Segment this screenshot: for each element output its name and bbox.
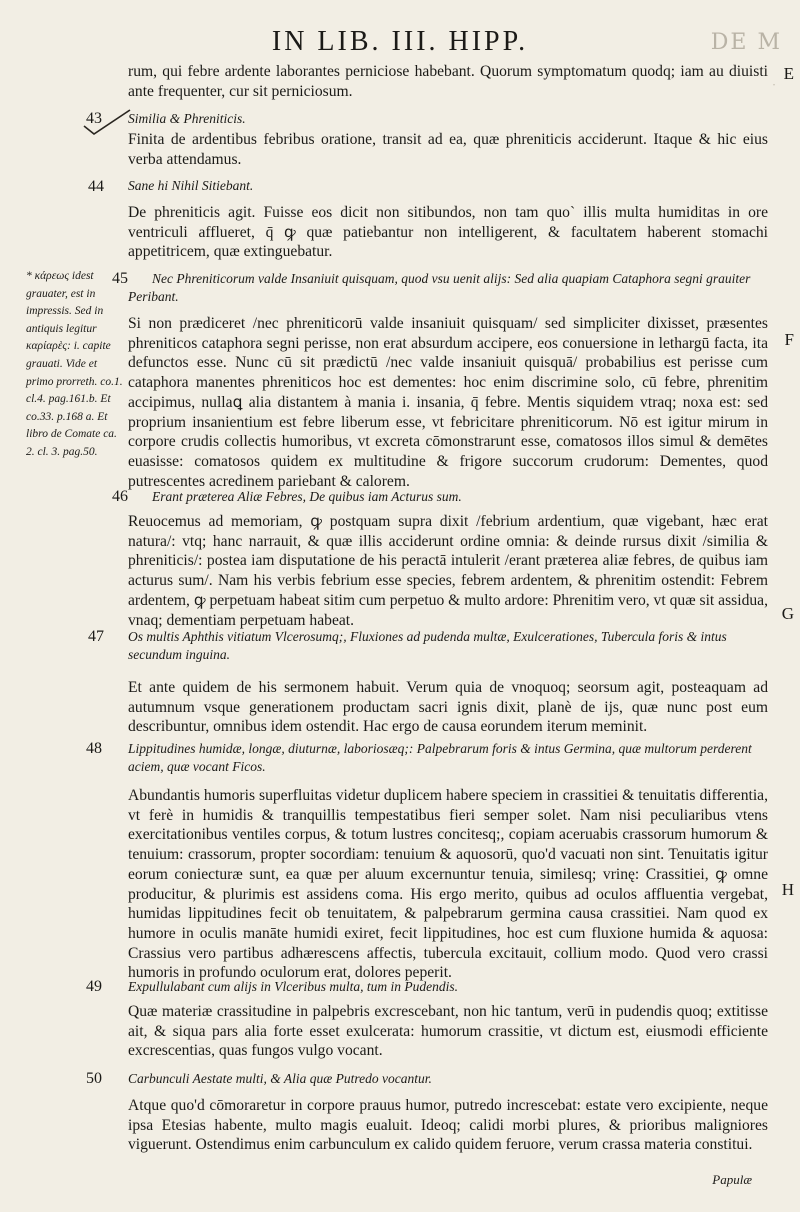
section-text: Abundantis humoris superfluitas videtur duplicem habere speciem in crassitiei & tenuitatis differentia, vt ferè in humidis & tranquillis tempestatibus fieri semper solet. Nam nisi peculiaribus vtens exercitationibus ventiles corpus, & totum lustres concitesq;, copiam aceruabis crassorum humorum & tenuium: crassorum, propter socordiam: tenuium & aquosorū, quo'd vacuati non sint. Tenuitatis igitur eorum coniecturæ sunt, ea quæ per aluum excernuntur tenuia, similesq; vrinę: Crassitiei, ꝙ omne producitur, & plurimis est assidens coma. His ergo merito, quibus ad oculos affluentia vergebat, humidas lippitudines fecit ob tenuitatem, & palpebrarum germina causa crassitiei. Nam quod ex humore in oculis manāte humidi exiret, fecit lippitudines, hoc est cum fluxione humida & aquosa: Crassius vero partibus adhærescens affectis, tubercula excitauit, collium modo. Quod vero crassi humoris in profundo oculorum erat, dolores peperit.: [128, 787, 768, 982]
section-lemma: Lippitudines humidæ, longæ, diuturnæ, laboriosæq;: Palpebrarum foris & intus Germina, quæ multorum perderent aciem, quæ vocant Ficos.: [128, 741, 752, 774]
intro-paragraph: rum, qui febre ardente laborantes perniciose habebant. Quorum symptomatum quodq; iam au diuisti ante frequenter, cur sit perniciosum.: [128, 63, 768, 100]
section-number: 45: [112, 270, 128, 287]
section-number: 49: [86, 978, 102, 995]
side-letter-e: E: [783, 64, 794, 83]
section-text: Et ante quidem de his sermonem habuit. Verum quia de vnoquoq; seorsum agit, posteaquam ad autumnum vsque generationem productam sacri ignis dixit, planè de ijs, quæ nunc post eum describuntur, omnibus idem ostendit. Hac ergo de causa eorundem iterum meminit.: [128, 679, 768, 736]
section-number: 43: [86, 110, 102, 127]
section-lemma: Carbunculi Aestate multi, & Alia quæ Putredo vocantur.: [128, 1071, 432, 1086]
side-letter-h: H: [781, 880, 794, 899]
bleed-through-text: DE M: [710, 30, 782, 55]
section-number: 50: [86, 1070, 102, 1087]
running-head: IN LIB. III. HIPP.: [271, 26, 529, 57]
section-lemma: Os multis Aphthis vitiatum Vlcerosumq;, Fluxiones ad pudenda multæ, Exulcerationes, Tubercula foris & intus secundum inguina.: [128, 629, 727, 662]
section-text: Reuocemus ad memoriam, ꝙ postquam supra dixit /febrium ardentium, quæ vigebant, hæc erat natura/: vtq; hanc narrauit, & quæ illis acciderunt ordine omnia: & deinde rursus dixit /similia & phreniticis/: postea iam disputatione de his peractā intulerit /erant præterea aliæ febres, de quibus iam acturus sum/. Nam his verbis febrium esse species, febrem ardentem, & phrenitim ostendit: Febrem ardentem, ꝙ perpetuam habeat sitim cum perpetuo & multo ardore: Phrenitim vero, vt quæ sit assidua, vnaq; dementiam perpetuam habeat.: [128, 513, 768, 629]
section-number: 44: [88, 178, 104, 195]
bleed-through-mark: ·: [772, 78, 776, 92]
section-text: Quæ materiæ crassitudine in palpebris excrescebant, non hic tantum, verū in pudendis quoq; extitisse ait, & siqua pars alia forte esset exulcerata: humorum crassitie, vt dictum est, eiusmodi efficiente excrescentias, quas fungos vulgo vocant.: [128, 1003, 768, 1060]
margin-note: * κάρεως idest grauater, est in impressis. Sed in antiquis legitur καρίαρὲς: i. capite grauati. Vide et primo prorreth. co.1. cl.4. pag.161.b. Et co.33. p.168 a. Et libro de Comate ca. 2. cl. 3. pag.50.: [26, 270, 123, 458]
section-text: Si non prædiceret /nec phreniticorū valde insaniuit quisquam/ sed simpliciter dixisset, præsentes phreniticos cataphora segni perisse, non erat absurdum accipere, eos conuersione in lethargū facta, ita defunctos esse. Nunc cū sit prædictū /nec valde insaniuit quisquā/ probabilius est perisse cum cataphora manentes phreniticos hoc est dementes: hoc enim discrimine solo, cū febre, phrenitim accipimus, nullaꝗ alia distantem à mania i. insania, q̄ febre. Mentis siquidem vtraq; noxa est: sed proprium insanientium est febre liberum esse, vt febricitare phreniticorum. Nō est igitur mirum in corpore crudis collectis humoribus, vt excreta cōmonstrarunt esse, comatosos illos simul & demētes euasisse: comatosos quidem ex multitudine & frigore succorum crudorum: Dementes, quod putrescentes acredinem pariebant & calorem.: [128, 315, 768, 490]
section-text: Atque quo'd cōmoraretur in corpore prauus humor, putredo increscebat: estate vero excipiente, neque ipsa Etesias habente, multo magis eualuit. Ideoq; calidi morbi plures, & prioribus maligniores viguerunt. Ostendimus enim carbunculum ex calido quidem feruore, verum crassa materia constitui.: [128, 1097, 768, 1154]
side-letter-g: G: [781, 604, 794, 623]
section-text: De phreniticis agit. Fuisse eos dicit non sitibundos, non tam quo` illis multa humiditas in ore ventriculi afflueret, q̄ ꝙ quæ patiebantur non intelligerent, & facultatem haberent stomachi appetitricem, quæ extinguebatur.: [128, 204, 768, 261]
catchword: Papulæ: [712, 1172, 752, 1187]
section-number: 46: [112, 488, 128, 505]
side-letter-f: F: [784, 330, 794, 349]
section-number: 47: [88, 628, 104, 645]
section-text: Finita de ardentibus febribus oratione, transit ad ea, quæ phreniticis acciderunt. Itaque & hic eius verba attendamus.: [128, 131, 768, 168]
section-number: 48: [86, 740, 102, 757]
section-lemma: Nec Phreniticorum valde Insaniuit quisquam, quod vsu uenit alijs: Sed alia quapiam Cataphora segni grauiter Peribant.: [128, 271, 751, 304]
section-lemma: Erant præterea Aliæ Febres, De quibus iam Acturus sum.: [152, 489, 462, 504]
section-lemma: Sane hi Nihil Sitiebant.: [128, 178, 254, 193]
section-lemma: Expullulabant cum alijs in Vlceribus multa, tum in Pudendis.: [128, 979, 458, 994]
section-lemma: Similia & Phreniticis.: [128, 111, 246, 126]
